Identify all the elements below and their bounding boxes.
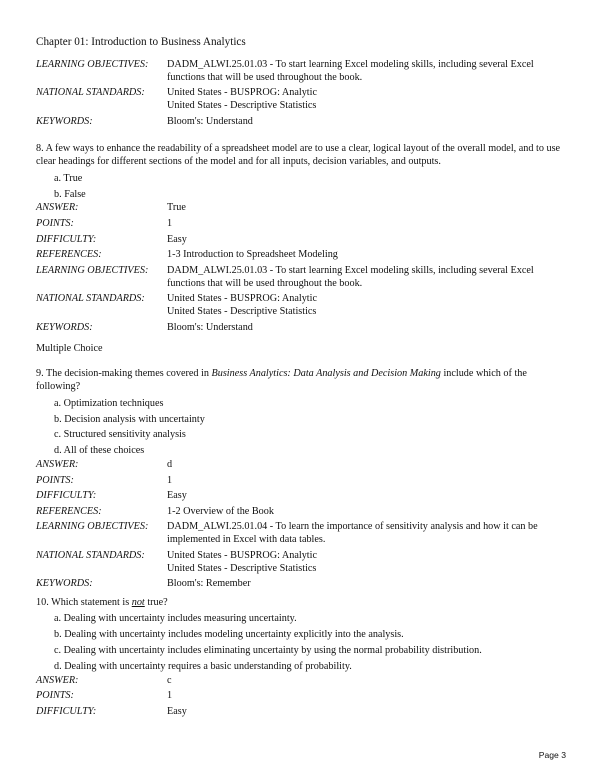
option-b: b. Decision analysis with uncertainty bbox=[54, 413, 205, 425]
keywords-value: Bloom's: Understand bbox=[167, 321, 253, 333]
references-value: 1-3 Introduction to Spreadsheet Modeling bbox=[167, 249, 338, 261]
book-title: Business Analytics: Data Analysis and Decision Making bbox=[211, 368, 441, 379]
learning-objectives-value: DADM_ALWI.25.01.04 - To learn the importance of sensitivity analysis and how it can be implemented in Excel with data tables. bbox=[167, 521, 538, 546]
answer-label: ANSWER: bbox=[36, 674, 79, 686]
option-a: a. Dealing with uncertainty includes measuring uncertainty. bbox=[54, 613, 297, 625]
references-label: REFERENCES: bbox=[36, 505, 102, 517]
answer-label: ANSWER: bbox=[36, 459, 79, 470]
difficulty-label: DIFFICULTY: bbox=[36, 705, 97, 717]
prev-question-meta bbox=[36, 59, 566, 129]
keywords-label: KEYWORDS: bbox=[36, 578, 93, 590]
question-9-options bbox=[36, 396, 566, 459]
learning-objectives-label: LEARNING OBJECTIVES: bbox=[36, 59, 149, 70]
difficulty-label: DIFFICULTY: bbox=[36, 490, 97, 502]
points-label: POINTS: bbox=[36, 218, 74, 229]
learning-objectives-value: DADM_ALWI.25.01.03 - To start learning Excel modeling skills, including several Excel functions that will be used throughout the book. bbox=[167, 59, 534, 83]
national-standards-label: NATIONAL STANDARDS: bbox=[36, 293, 145, 305]
question-9-meta bbox=[36, 459, 566, 591]
references-label: REFERENCES: bbox=[36, 249, 102, 261]
question-10-meta bbox=[36, 675, 566, 719]
difficulty-value: Easy bbox=[167, 233, 187, 245]
question-9 bbox=[36, 367, 566, 591]
national-standards-value: United States - BUSPROG: Analytic United States - Descriptive Statistics bbox=[167, 87, 317, 112]
keywords-label: KEYWORDS: bbox=[36, 321, 93, 333]
option-c: c. Structured sensitivity analysis bbox=[54, 429, 186, 441]
option-b: b. False bbox=[54, 188, 86, 200]
answer-label: ANSWER: bbox=[36, 202, 79, 214]
learning-objectives-label: LEARNING OBJECTIVES: bbox=[36, 264, 149, 276]
question-8 bbox=[36, 142, 566, 334]
learning-objectives-label: LEARNING OBJECTIVES: bbox=[36, 521, 149, 533]
question-10-options bbox=[36, 611, 566, 674]
answer-value: c bbox=[167, 674, 172, 686]
question-8-text: 8. A few ways to enhance the readability of a spreadsheet model are to use a clear, logical layout of the overall model, and to use clear headings for different sections of the model and for all inputs, decision variables, and outputs. bbox=[36, 143, 561, 168]
option-a: a. True bbox=[54, 172, 83, 184]
learning-objectives-value: DADM_ALWI.25.01.03 - To start learning Excel modeling skills, including several Excel functions that will be used throughout the book. bbox=[167, 264, 534, 289]
keywords-value: Bloom's: Understand bbox=[167, 115, 253, 127]
question-8-meta bbox=[36, 202, 566, 334]
keywords-label: KEYWORDS: bbox=[36, 115, 93, 127]
section-heading: Multiple Choice bbox=[36, 343, 103, 354]
question-10 bbox=[36, 596, 566, 719]
difficulty-label: DIFFICULTY: bbox=[36, 233, 97, 245]
option-c: c. Dealing with uncertainty includes eliminating uncertainty by using the normal probability distribution. bbox=[54, 645, 482, 656]
keywords-value: Bloom's: Remember bbox=[167, 578, 251, 590]
difficulty-value: Easy bbox=[167, 705, 187, 717]
emphasis-not: not bbox=[131, 597, 145, 608]
question-8-options bbox=[36, 171, 566, 203]
points-label: POINTS: bbox=[36, 690, 74, 702]
points-value: 1 bbox=[167, 218, 173, 229]
option-b: b. Dealing with uncertainty includes modeling uncertainty explicitly into the analysis. bbox=[54, 629, 404, 641]
option-a: a. Optimization techniques bbox=[54, 397, 164, 409]
points-label: POINTS: bbox=[36, 474, 74, 486]
option-d: d. Dealing with uncertainty requires a basic understanding of probability. bbox=[54, 660, 352, 672]
option-d: d. All of these choices bbox=[54, 445, 145, 457]
question-9-text: 9. The decision-making themes covered in Business Analytics: Data Analysis and Decision Making include which of the following? bbox=[36, 368, 527, 393]
national-standards-label: NATIONAL STANDARDS: bbox=[36, 549, 145, 561]
answer-value: True bbox=[167, 202, 186, 214]
page-number: Page 3 bbox=[538, 750, 566, 760]
national-standards-value: United States - BUSPROG: Analytic United States - Descriptive Statistics bbox=[167, 293, 317, 317]
points-value: 1 bbox=[167, 474, 173, 486]
question-10-text: 10. Which statement is not true? bbox=[36, 597, 168, 608]
national-standards-label: NATIONAL STANDARDS: bbox=[36, 87, 145, 99]
points-value: 1 bbox=[167, 690, 173, 702]
difficulty-value: Easy bbox=[167, 490, 187, 502]
prev-meta-table bbox=[36, 59, 566, 129]
answer-value: d bbox=[167, 459, 173, 470]
national-standards-value: United States - BUSPROG: Analytic United States - Descriptive Statistics bbox=[167, 549, 317, 574]
references-value: 1-2 Overview of the Book bbox=[167, 505, 274, 517]
chapter-title: Chapter 01: Introduction to Business Analytics bbox=[36, 36, 246, 48]
